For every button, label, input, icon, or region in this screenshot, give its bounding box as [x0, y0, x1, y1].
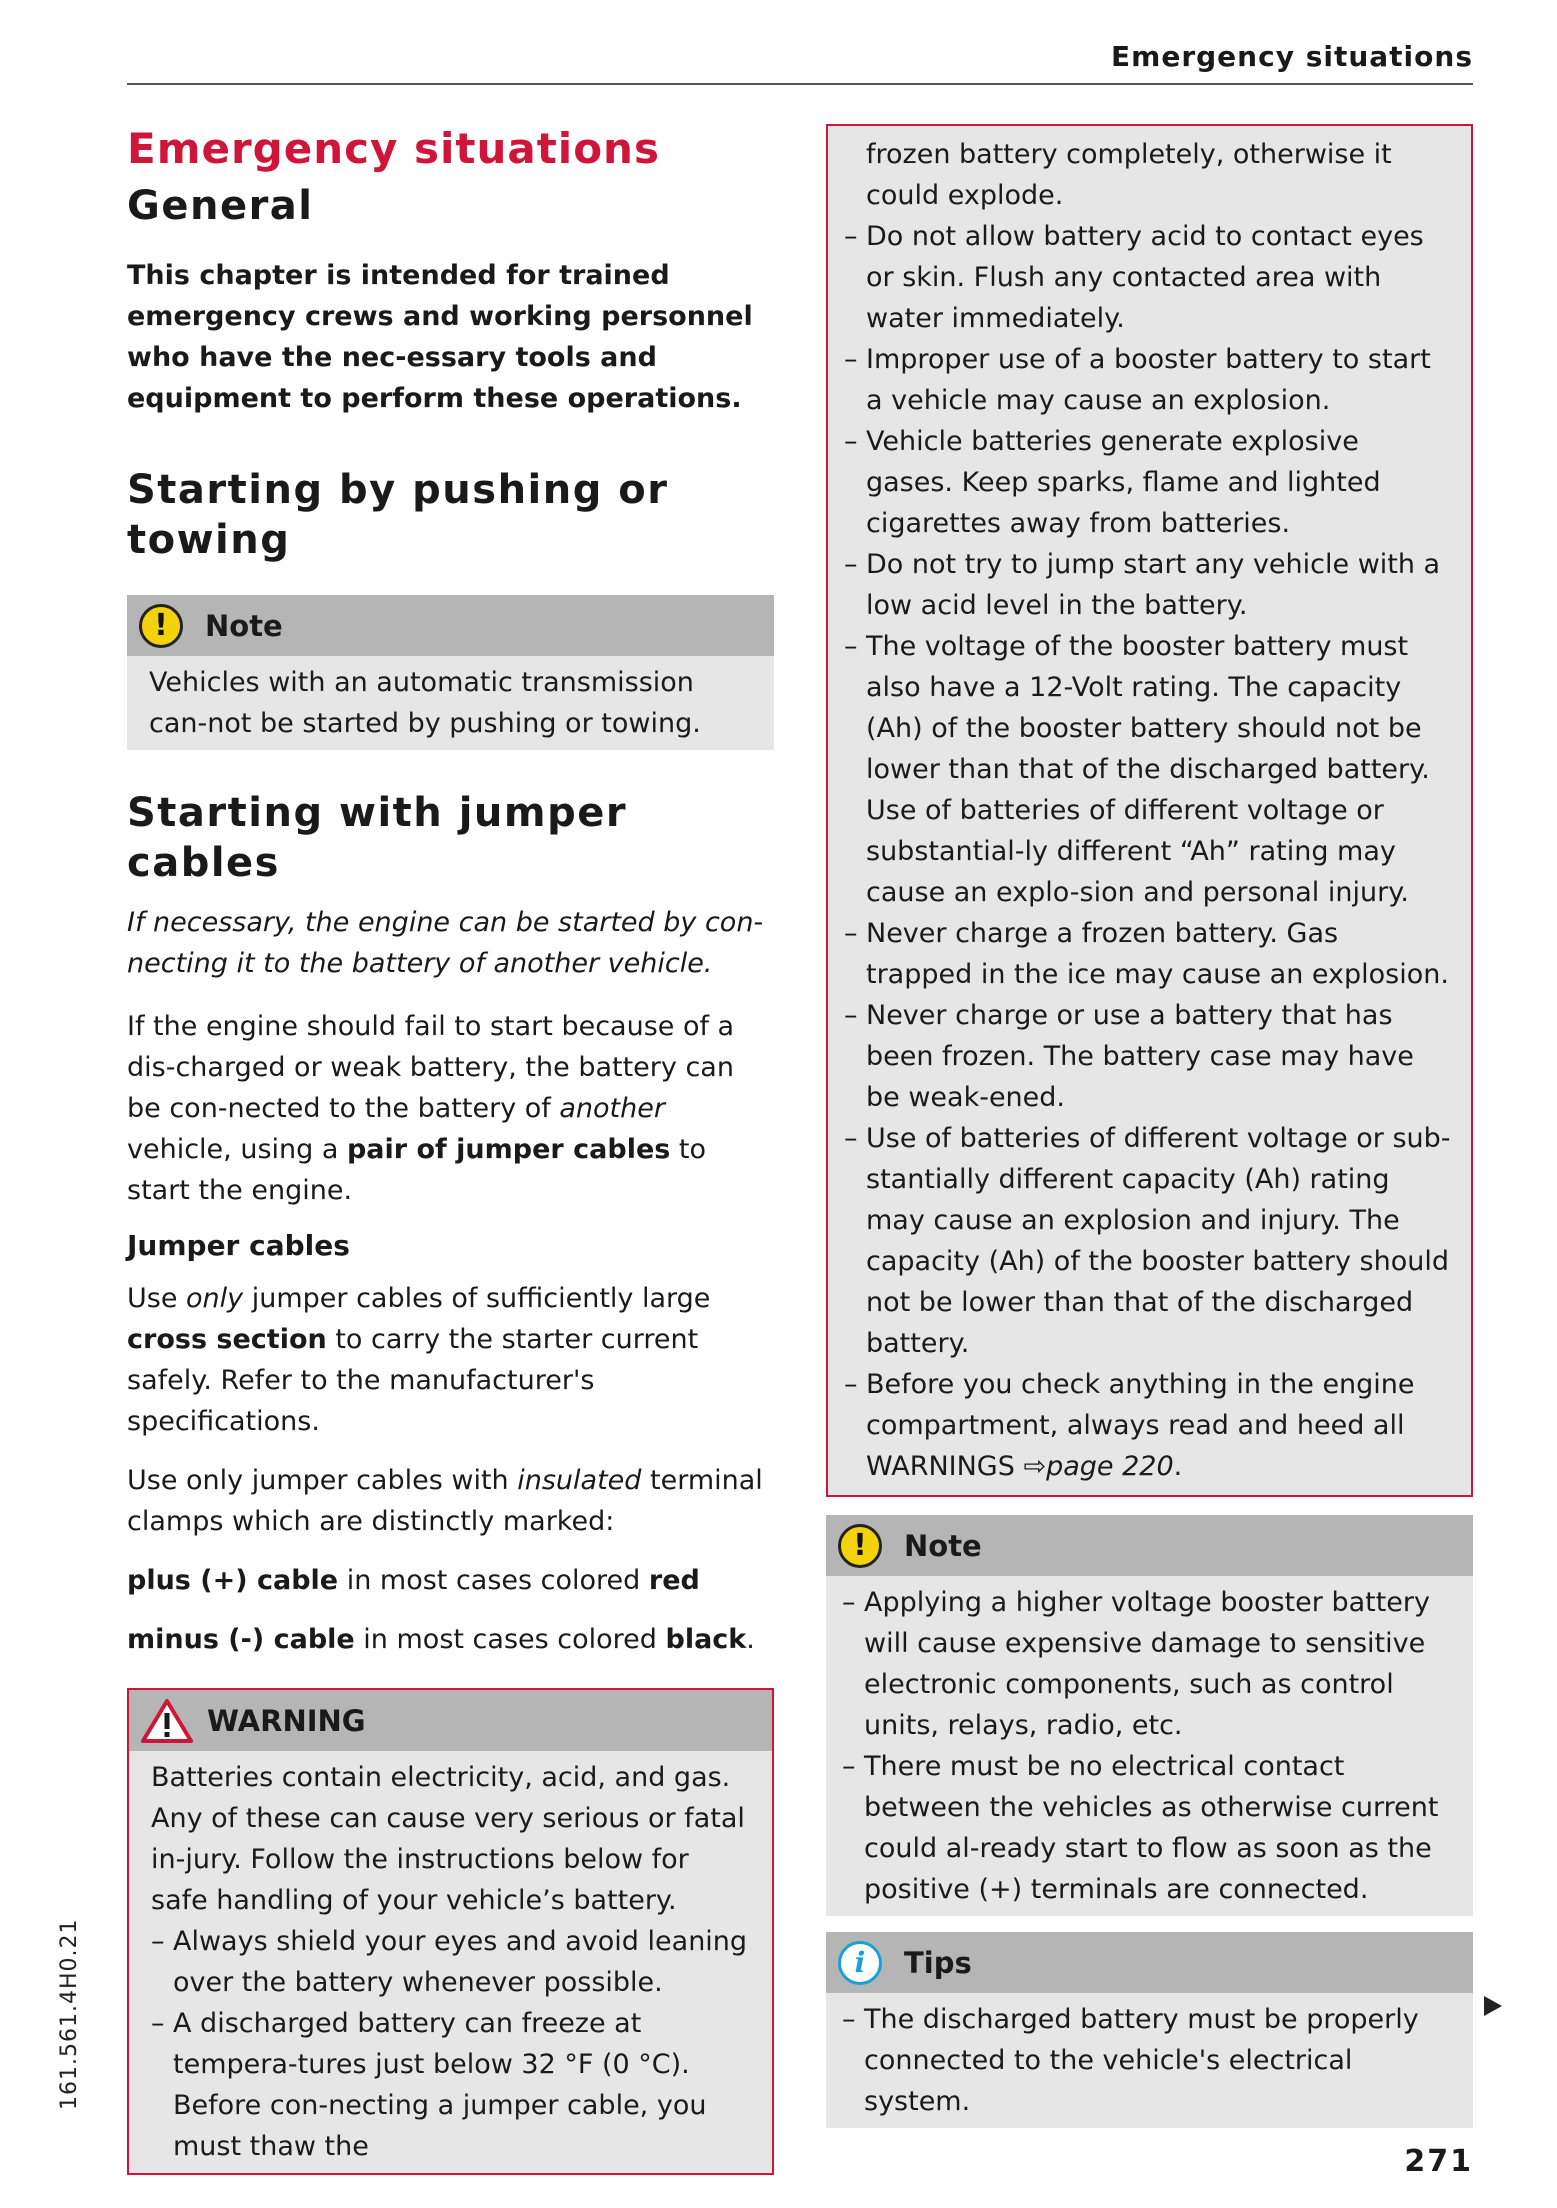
- header-rule: [127, 83, 1473, 85]
- warning-item: – Do not allow battery acid to contact eyes or skin. Flush any contacted area with water immediately.: [844, 216, 1451, 339]
- note-title: Note: [205, 608, 283, 643]
- plus-cable-line: plus (+) cable in most cases colored red: [127, 1565, 700, 1596]
- warning-item: – Never charge a frozen battery. Gas trapped in the ice may cause an explosion.: [844, 913, 1451, 995]
- tips-box: [826, 1932, 1473, 2128]
- warning-continued-text: frozen battery completely, otherwise it could explode.: [866, 139, 1392, 211]
- note-text: Vehicles with an automatic transmission can-not be started by pushing or towing.: [149, 667, 701, 739]
- warning-item-last: – Before you check anything in the engine compartment, always read and heed all WARNINGS ⇨page 220.: [844, 1364, 1451, 1487]
- warning-item: – Vehicle batteries generate explosive gases. Keep sparks, flame and lighted cigarettes away from batteries.: [844, 421, 1451, 544]
- use-paragraph: Use only jumper cables of sufficiently large cross section to carry the starter current safely. Refer to the manufacturer's specifications.: [127, 1283, 711, 1437]
- tips-box-header: [826, 1932, 1473, 1993]
- chapter-title: Emergency situations: [127, 124, 660, 173]
- cables-heading: Jumper cables: [127, 1229, 350, 1262]
- tips-body: [826, 1993, 1473, 2128]
- warning-body: [129, 1751, 772, 2173]
- note-item: – Applying a higher voltage booster battery will cause expensive damage to sensitive electronic components, such as control units, relays, radio, etc.: [842, 1582, 1453, 1746]
- warning-item: – Never charge or use a battery that has been frozen. The battery case may have be weak-ened.: [844, 995, 1451, 1118]
- note-item: – There must be no electrical contact between the vehicles as otherwise current could al-ready start to flow as soon as the positive (+) terminals are connected.: [842, 1746, 1453, 1910]
- exclamation-icon: !: [838, 1524, 882, 1568]
- note-box-header: [826, 1515, 1473, 1576]
- note-box-header: [127, 595, 774, 656]
- jumper-heading: Starting with jumper cables: [127, 790, 628, 886]
- minus-cable-line: minus (-) cable in most cases colored black.: [127, 1624, 755, 1655]
- warning-triangle-icon: [141, 1698, 193, 1744]
- warning-item: – Do not try to jump start any vehicle with a low acid level in the battery.: [844, 544, 1451, 626]
- push-heading: Starting by pushing or towing: [127, 467, 669, 563]
- warning-text: Batteries contain electricity, acid, and gas. Any of these can cause very serious or fatal in-jury. Follow the instructions below for safe handling of your vehicle’s battery.: [151, 1762, 745, 1916]
- note-box-pushing: [127, 595, 774, 750]
- warning-item: – Use of batteries of different voltage or sub-stantially different capacity (Ah) rating may cause an explosion and injury. The capacity (Ah) of the booster battery should not be lower than that of the discharged battery.: [844, 1118, 1451, 1364]
- warning-item: – A discharged battery can freeze at tempera-tures just below 32 °F (0 °C). Before con-necting a jumper cable, you must thaw the: [151, 2003, 752, 2167]
- tips-title: Tips: [904, 1945, 972, 1980]
- warning-box-header: [129, 1690, 772, 1751]
- warning-item: – Always shield your eyes and avoid leaning over the battery whenever possible.: [151, 1921, 752, 2003]
- warning-item: – The voltage of the booster battery must also have a 12-Volt rating. The capacity (Ah) of the booster battery should not be lower than that of the discharged battery. Use of batteries of different voltage or substantial-ly different “Ah” rating may cause an explo-sion and personal injury.: [844, 626, 1451, 913]
- exclamation-icon: !: [139, 604, 183, 648]
- warning-continued-body: [828, 126, 1471, 1495]
- running-head: Emergency situations: [1111, 40, 1473, 73]
- document-code: 161.561.4H0.21: [57, 1918, 82, 2110]
- warning-box: [127, 1688, 774, 2175]
- note-title: Note: [904, 1528, 982, 1563]
- note-body: [826, 1576, 1473, 1916]
- page-reference-link[interactable]: page 220: [1046, 1451, 1174, 1482]
- left-column: [127, 118, 774, 2175]
- general-heading: General: [127, 183, 314, 229]
- general-text: This chapter is intended for trained emergency crews and working personnel who have the nec-essary tools and equipment to perform these operations.: [127, 260, 753, 414]
- warning-title: WARNING: [207, 1703, 366, 1738]
- note-box-voltage: [826, 1515, 1473, 1916]
- continue-arrow-icon: [1484, 1996, 1502, 2016]
- right-column: [826, 124, 1473, 2158]
- page-number: 271: [1404, 2144, 1473, 2179]
- warning-item: – Improper use of a booster battery to start a vehicle may cause an explosion.: [844, 339, 1451, 421]
- info-icon: i: [838, 1941, 882, 1985]
- fail-paragraph: If the engine should fail to start because of a dis-charged or weak battery, the battery can be con-nected to the battery of another vehicle, using a pair of jumper cables to start the engine.: [127, 1011, 735, 1206]
- page-reference-arrow-icon: ⇨: [1023, 1451, 1047, 1482]
- jumper-intro: If necessary, the engine can be started by con-necting it to the battery of another vehicle.: [127, 907, 764, 979]
- insulated-paragraph: Use only jumper cables with insulated terminal clamps which are distinctly marked:: [127, 1465, 763, 1537]
- tips-item: – The discharged battery must be properly connected to the vehicle's electrical system.: [842, 1999, 1453, 2122]
- warning-box-continued: [826, 124, 1473, 1497]
